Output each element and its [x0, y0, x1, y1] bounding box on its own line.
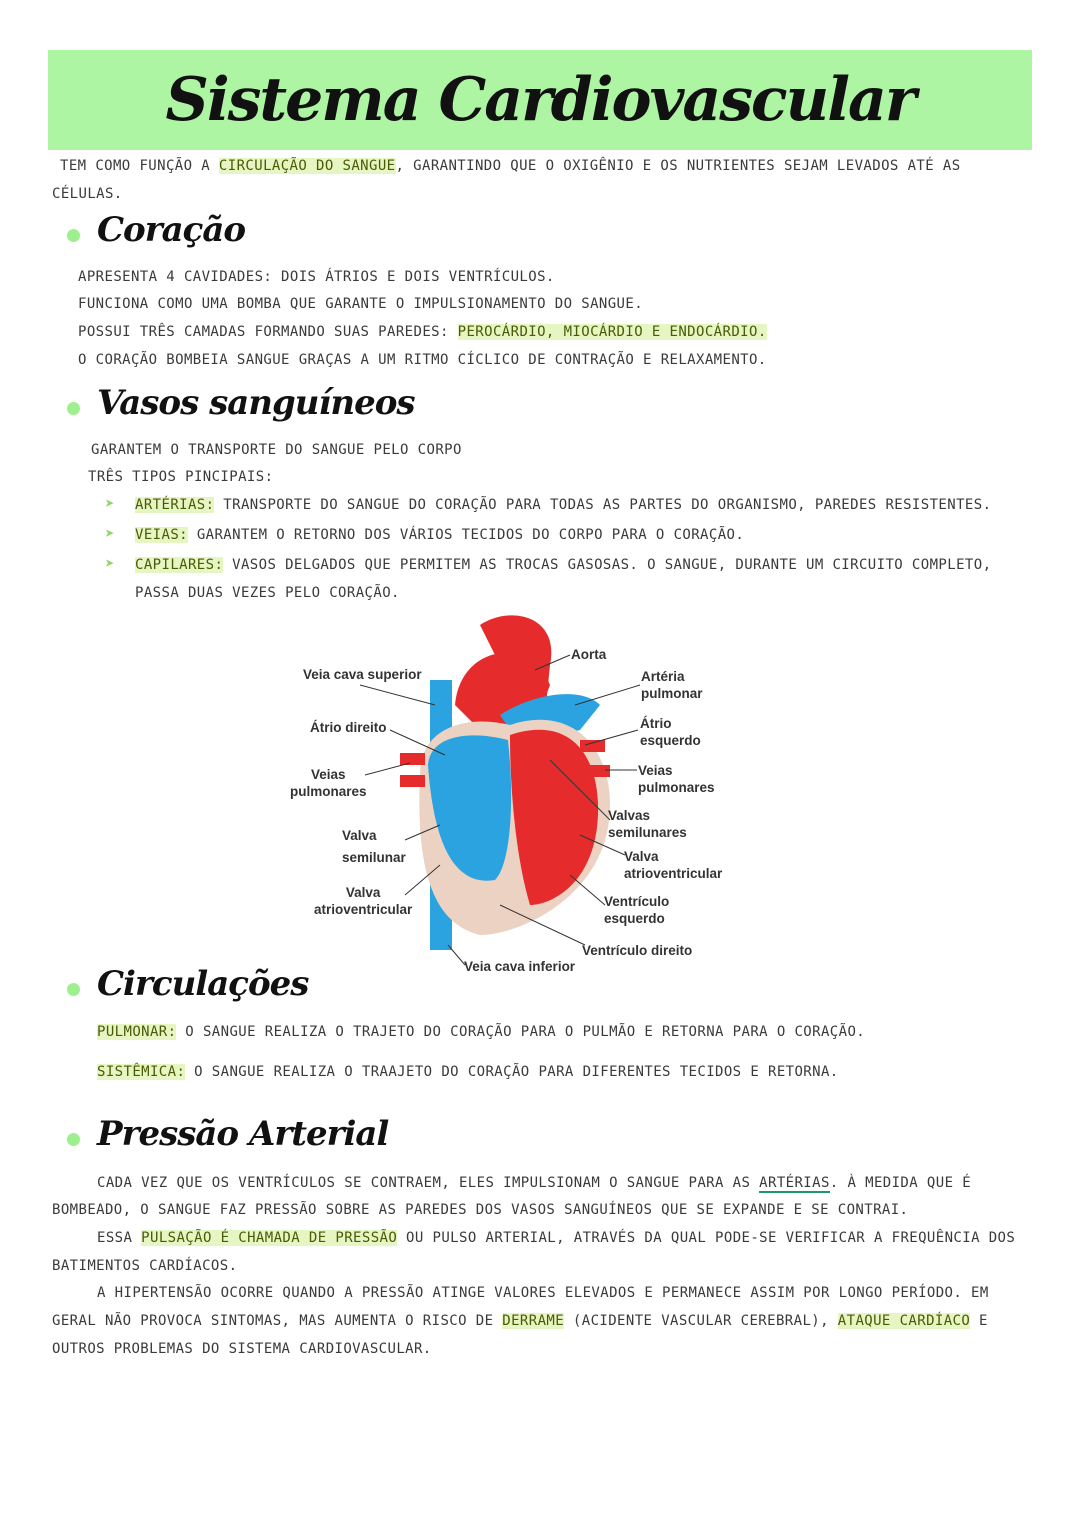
- label-ventriculo-direito: Ventrículo direito: [582, 943, 693, 958]
- label-veia-cava-inferior: Veia cava inferior: [464, 959, 576, 974]
- title-banner: [48, 50, 1032, 150]
- vessel-item-capilares-cont: PASSA DUAS VEZES PELO CORAÇÃO.: [135, 585, 400, 601]
- label-veias-pulmonares-right: Veias pulmonares: [638, 763, 715, 795]
- arrow-bullet-icon: ➤: [105, 524, 115, 543]
- label-valvas-semilunares: Valvas semilunares: [608, 808, 687, 840]
- arrow-bullet-icon: ➤: [105, 494, 115, 513]
- vasos-line: GARANTEM O TRANSPORTE DO SANGUE PELO CORPO: [91, 442, 462, 458]
- label-veias-pulmonares-left: Veias pulmonares: [290, 767, 367, 799]
- arrow-bullet-icon: ➤: [105, 554, 115, 573]
- label-arteria-pulmonar: Artéria pulmonar: [641, 669, 703, 701]
- label-veia-cava-superior: Veia cava superior: [303, 667, 422, 682]
- coracao-line: APRESENTA 4 CAVIDADES: DOIS ÁTRIOS E DOIS VENTRÍCULOS.: [78, 269, 555, 285]
- pressao-line: BOMBEADO, O SANGUE FAZ PRESSÃO SOBRE AS PAREDES DOS VASOS SANGUÍNEOS QUE SE EXPANDE E SE CONTRAI.: [52, 1202, 909, 1218]
- label-ventriculo-esquerdo: Ventrículo esquerdo: [604, 894, 670, 926]
- bullet-dot: [67, 983, 80, 996]
- heading-vasos: Vasos sanguíneos: [97, 383, 415, 423]
- label-aorta: Aorta: [571, 647, 607, 662]
- intro-line-2: CÉLULAS.: [52, 186, 123, 202]
- heading-coracao: Coração: [97, 210, 246, 250]
- vessel-item-veias: VEIAS: GARANTEM O RETORNO DOS VÁRIOS TECIDOS DO CORPO PARA O CORAÇÃO.: [135, 527, 745, 543]
- page-title: Sistema Cardiovascular: [165, 65, 915, 135]
- pressao-line: OUTROS PROBLEMAS DO SISTEMA CARDIOVASCULAR.: [52, 1341, 432, 1357]
- vasos-line: TRÊS TIPOS PINCIPAIS:: [88, 469, 274, 485]
- circulacao-sistemica: SISTÊMICA: O SANGUE REALIZA O TRAAJETO DO CORAÇÃO PARA DIFERENTES TECIDOS E RETORNA.: [97, 1064, 839, 1080]
- vessel-item-capilares: CAPILARES: VASOS DELGADOS QUE PERMITEM AS TROCAS GASOSAS. O SANGUE, DURANTE UM CIRCUITO COMPLETO,: [135, 557, 992, 573]
- label-atrio-esquerdo: Átrio esquerdo: [640, 716, 701, 748]
- label-valva-atrioventricular-left: Valva atrioventricular: [314, 885, 413, 917]
- bullet-dot: [67, 229, 80, 242]
- vessel-item-arterias: ARTÉRIAS: TRANSPORTE DO SANGUE DO CORAÇÃO PARA TODAS AS PARTES DO ORGANISMO, PAREDES RESISTENTES.: [135, 497, 992, 513]
- pressao-line: BATIMENTOS CARDÍACOS.: [52, 1258, 238, 1274]
- coracao-line: FUNCIONA COMO UMA BOMBA QUE GARANTE O IMPULSIONAMENTO DO SANGUE.: [78, 296, 644, 312]
- pressao-line: A HIPERTENSÃO OCORRE QUANDO A PRESSÃO ATINGE VALORES ELEVADOS E PERMANECE ASSIM POR LONGO PERÍODO. EM: [97, 1285, 989, 1301]
- heading-circulacoes: Circulações: [97, 964, 309, 1004]
- pressao-line: CADA VEZ QUE OS VENTRÍCULOS SE CONTRAEM, ELES IMPULSIONAM O SANGUE PARA AS ARTÉRIAS. À MEDIDA QUE É: [97, 1175, 972, 1191]
- pressao-line: ESSA PULSAÇÃO É CHAMADA DE PRESSÃO OU PULSO ARTERIAL, ATRAVÉS DA QUAL PODE-SE VERIFICAR A FREQUÊNCIA DOS: [97, 1230, 1016, 1246]
- heading-pressao: Pressão Arterial: [97, 1114, 389, 1154]
- bullet-dot: [67, 1133, 80, 1146]
- circulacao-pulmonar: PULMONAR: O SANGUE REALIZA O TRAJETO DO CORAÇÃO PARA O PULMÃO E RETORNA PARA O CORAÇÃO.: [97, 1024, 866, 1040]
- label-valva-atrioventricular-right: Valva atrioventricular: [624, 849, 723, 881]
- intro-line-1: TEM COMO FUNÇÃO A CIRCULAÇÃO DO SANGUE, GARANTINDO QUE O OXIGÊNIO E OS NUTRIENTES SEJAM LEVADOS ATÉ AS: [60, 158, 961, 174]
- coracao-line: POSSUI TRÊS CAMADAS FORMANDO SUAS PAREDES: PEROCÁRDIO, MIOCÁRDIO E ENDOCÁRDIO.: [78, 324, 767, 340]
- coracao-line: O CORAÇÃO BOMBEIA SANGUE GRAÇAS A UM RITMO CÍCLICO DE CONTRAÇÃO E RELAXAMENTO.: [78, 352, 767, 368]
- label-atrio-direito: Átrio direito: [310, 720, 387, 735]
- bullet-dot: [67, 402, 80, 415]
- label-valva-semilunar: Valva semilunar: [342, 828, 406, 865]
- pressao-line: GERAL NÃO PROVOCA SINTOMAS, MAS AUMENTA O RISCO DE DERRAME (ACIDENTE VASCULAR CEREBRAL), ATAQUE CARDÍACO E: [52, 1313, 988, 1329]
